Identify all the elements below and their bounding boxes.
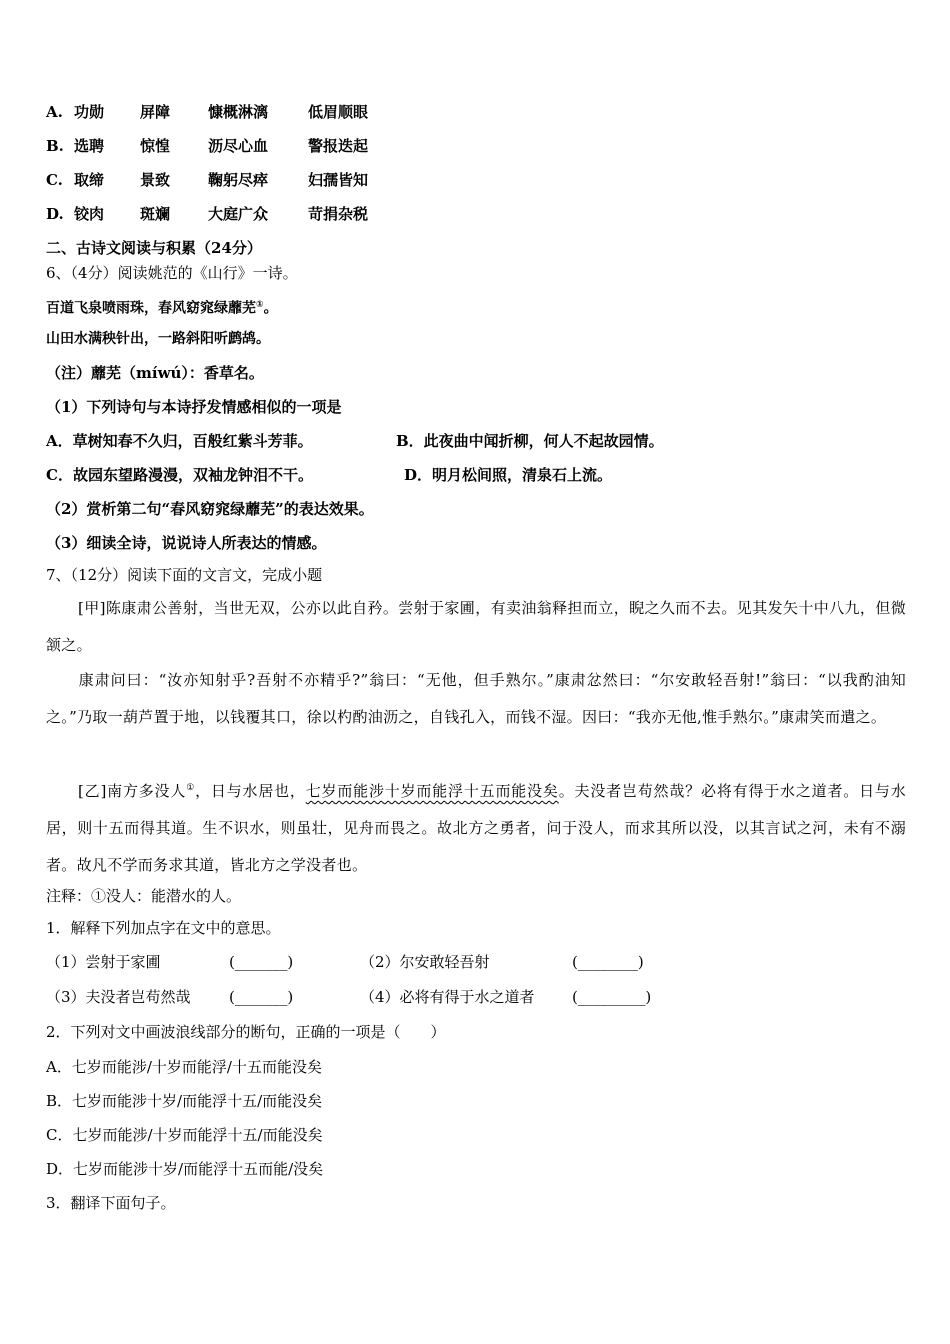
sq1-item-3: （3）夫没者岂苟然哉 (_______) bbox=[46, 988, 294, 1006]
poem-line-1: 百道飞泉喷雨珠，春风窈窕绿蘼芜①。 bbox=[46, 300, 278, 317]
sq2-title: 2．下列对文中画波浪线部分的断句，正确的一项是（ ） bbox=[46, 1023, 446, 1041]
poem-note: （注）蘼芜（míwú）：香草名。 bbox=[46, 364, 264, 382]
q6-option-d: D．明月松间照，清泉石上流。 bbox=[404, 466, 613, 484]
q6-option-c: C．故园东望路漫漫，双袖龙钟泪不干。 bbox=[46, 466, 313, 484]
sq1-title: 1．解释下列加点字在文中的意思。 bbox=[46, 919, 281, 937]
answer-blank[interactable]: (_______) bbox=[229, 953, 294, 971]
passage-jia-p1: [甲]陈康肃公善射，当世无双，公亦以此自矜。尝射于家圃，有卖油翁释担而立，睨之久而不去。见其发矢十中八九，但微颔之。 bbox=[46, 599, 906, 654]
sq3-title: 3．翻译下面句子。 bbox=[46, 1194, 176, 1212]
q5-option-c: C. 取缔 景致 鞠躬尽瘁 妇孺皆知 bbox=[46, 171, 369, 189]
section-title: 二、古诗文阅读与积累（24分） bbox=[46, 239, 262, 257]
sq2-option-b: B．七岁而能涉十岁/而能浮十五/而能没矣 bbox=[46, 1092, 323, 1110]
poem-line-2: 山田水满秧针出，一路斜阳听鹧鸪。 bbox=[46, 331, 270, 347]
q5-option-b: B. 选聘 惊惶 沥尽心血 警报迭起 bbox=[46, 137, 369, 155]
q5-option-d: D. 铰肉 斑斓 大庭广众 苛捐杂税 bbox=[46, 205, 369, 223]
q6-stem: 6、（4分）阅读姚范的《山行》一诗。 bbox=[46, 264, 298, 282]
q6-sub2: （2）赏析第二句“春风窈窕绿蘼芜”的表达效果。 bbox=[46, 500, 374, 518]
q5-option-a: A. 功勋 屏障 慷概淋漓 低眉顺眼 bbox=[46, 103, 369, 121]
sq2-option-d: D．七岁而能涉十岁/而能浮十五而能/没矣 bbox=[46, 1160, 324, 1178]
q7-stem: 7、（12分）阅读下面的文言文，完成小题 bbox=[46, 566, 323, 584]
answer-blank[interactable]: (_________) bbox=[572, 988, 652, 1006]
sq1-item-2: （2）尔安敢轻吾射 (________) bbox=[360, 953, 644, 971]
answer-blank[interactable]: (________) bbox=[572, 953, 644, 971]
q6-sub3: （3）细读全诗，说说诗人所表达的情感。 bbox=[46, 534, 327, 552]
sq1-item-1: （1）尝射于家圃 (_______) bbox=[46, 953, 294, 971]
q6-option-b: B．此夜曲中闻折柳，何人不起故园情。 bbox=[396, 432, 664, 450]
sq2-option-c: C．七岁而能涉/十岁而能浮十五/而能没矣 bbox=[46, 1126, 323, 1144]
sq2-option-a: A．七岁而能涉/十岁而能浮/十五而能没矣 bbox=[46, 1058, 322, 1076]
q6-option-a: A．草树知春不久归，百般红紫斗芳菲。 bbox=[46, 432, 313, 450]
footnote: 注释：①没人：能潜水的人。 bbox=[46, 887, 242, 905]
sq1-item-4: （4）必将有得于水之道者 (_________) bbox=[360, 988, 652, 1006]
q6-sub1: （1）下列诗句与本诗抒发情感相似的一项是 bbox=[46, 398, 342, 416]
passage-jia-p2: 康肃问曰：“汝亦知射乎?吾射不亦精乎?”翁曰：“无他，但手熟尔。”康肃忿然曰：“尔安敢轻吾射!”翁曰：“以我酌油知之。”乃取一葫芦置于地，以钱覆其口，徐以杓酌油沥之，自钱孔入，而钱不湿。因曰：“我亦无他,惟手熟尔。”康肃笑而遣之。 bbox=[46, 671, 906, 726]
passage-yi: [乙]南方多没人①，日与水居也，七岁而能涉十岁而能浮十五而能没矣。夫没者岂苟然哉？必将有得于水之道者。日与水居，则十五而得其道。生不识水，则虽壮，见舟而畏之。故北方之勇者，问于没人，而求其所以没，以其言试之河，未有不溺者。故凡不学而务求其道，皆北方之学没者也。 bbox=[46, 782, 906, 874]
wavy-underlined-phrase: 七岁而能涉十岁而能浮十五而能没矣 bbox=[305, 782, 559, 800]
answer-blank[interactable]: (_______) bbox=[229, 988, 294, 1006]
